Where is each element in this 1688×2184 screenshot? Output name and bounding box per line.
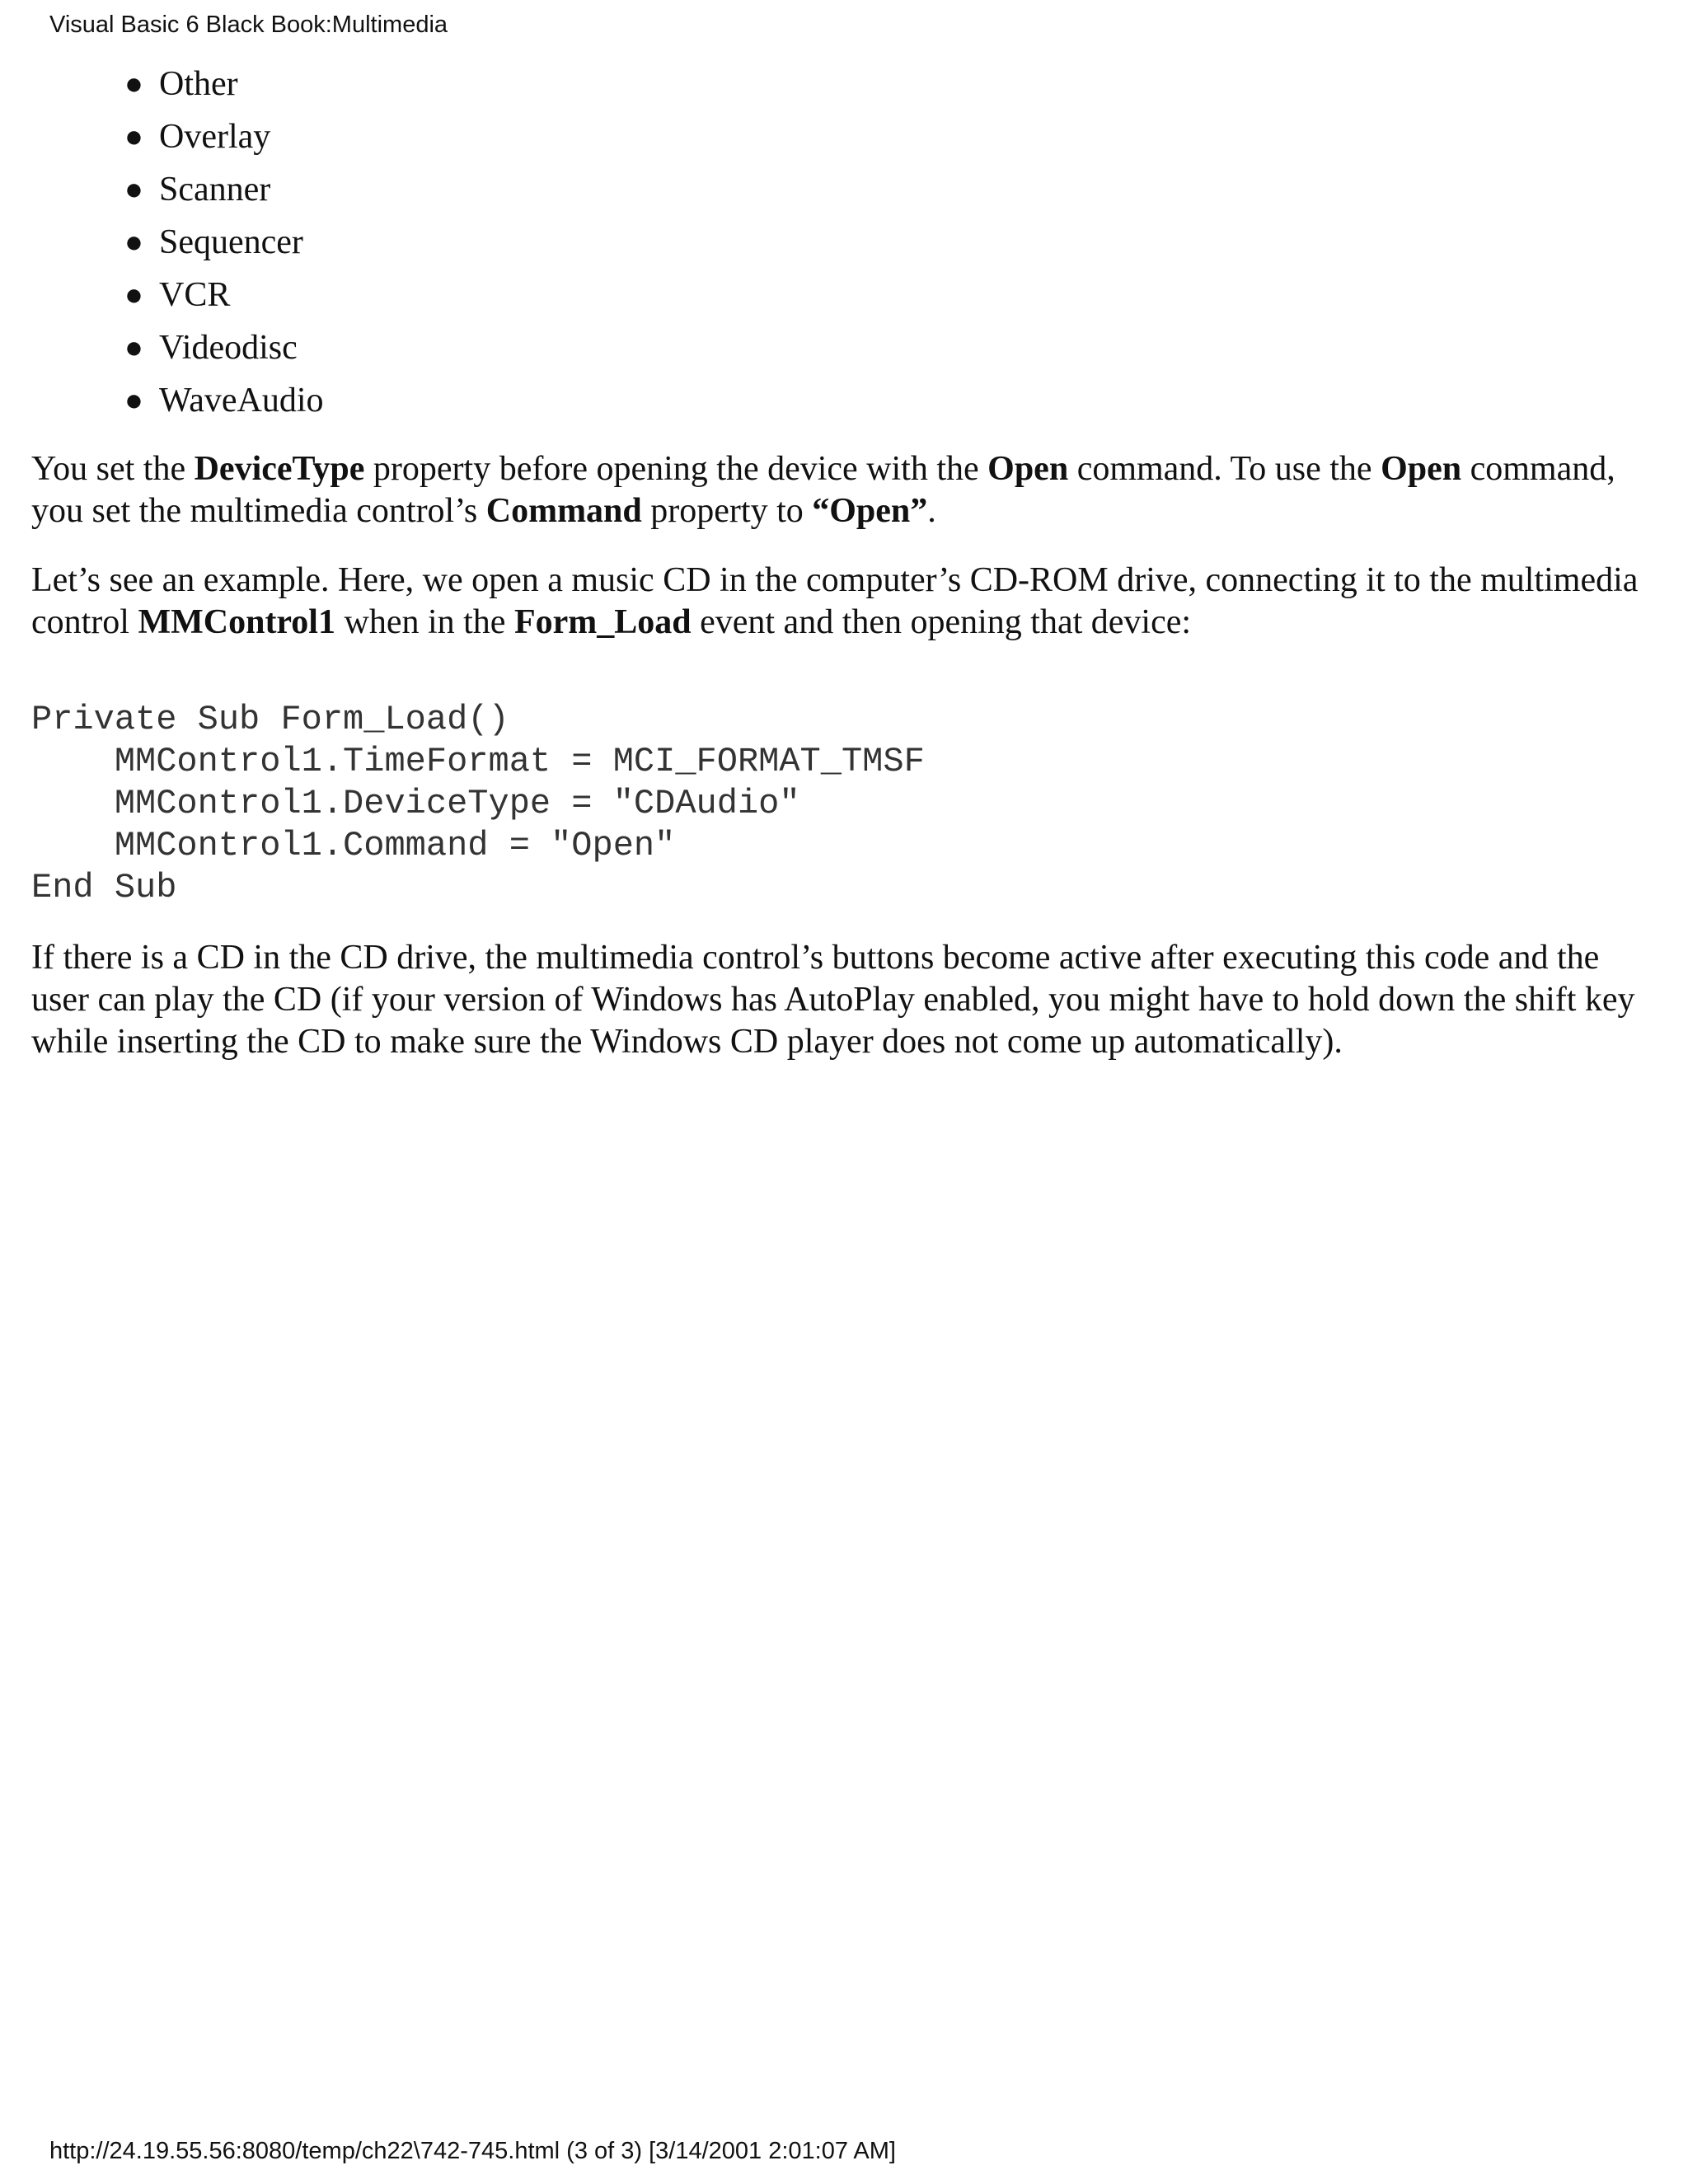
code-block	[31, 699, 1647, 909]
device-type-list	[31, 58, 1647, 427]
list-item: ● WaveAudio	[159, 374, 1647, 427]
list-item: ● Overlay	[159, 110, 1647, 163]
paragraph-example: Let’s see an example. Here, we open a music CD in the computer’s CD-ROM drive, connecting it to the multimedia control MMControl1 when in the Form_Load event and then opening that device:	[31, 561, 1639, 641]
bullet-icon: ●	[124, 67, 143, 101]
bullet-icon: ●	[124, 383, 143, 418]
code-line: Private Sub Form_Load()	[31, 700, 509, 739]
bullet-icon: ●	[124, 278, 143, 312]
bullet-icon: ●	[124, 120, 143, 154]
page-footer-url: http://24.19.55.56:8080/temp/ch22\742-745.html (3 of 3) [3/14/2001 2:01:07 AM]	[49, 2138, 896, 2164]
list-item: ● Videodisc	[159, 321, 1647, 374]
bullet-icon: ●	[124, 172, 143, 207]
list-item: ● Sequencer	[159, 216, 1647, 269]
code-line: MMControl1.DeviceType = "CDAudio"	[31, 784, 800, 823]
code-line: End Sub	[31, 868, 177, 907]
paragraph-cd-note: If there is a CD in the CD drive, the multimedia control’s buttons become active after executing this code and the user can play the CD (if your version of Windows has AutoPlay enabled, you might have to hold down the shift key while inserting the CD to make sure the Windows CD player does not come up automatically).	[31, 939, 1635, 1061]
bullet-icon: ●	[124, 225, 143, 260]
code-line: MMControl1.TimeFormat = MCI_FORMAT_TMSF	[31, 742, 925, 781]
list-item: ● VCR	[159, 269, 1647, 321]
code-line: MMControl1.Command = "Open"	[31, 826, 676, 865]
page-header: Visual Basic 6 Black Book:Multimedia	[49, 12, 448, 38]
bullet-icon: ●	[124, 330, 143, 365]
list-item: ● Scanner	[159, 163, 1647, 216]
paragraph-devicetype: You set the DeviceType property before opening the device with the Open command. To use the Open command, you set the multimedia control’s Command property to “Open”.	[31, 450, 1615, 530]
list-item: ● Other	[159, 58, 1647, 110]
page-content	[31, 58, 1647, 1063]
